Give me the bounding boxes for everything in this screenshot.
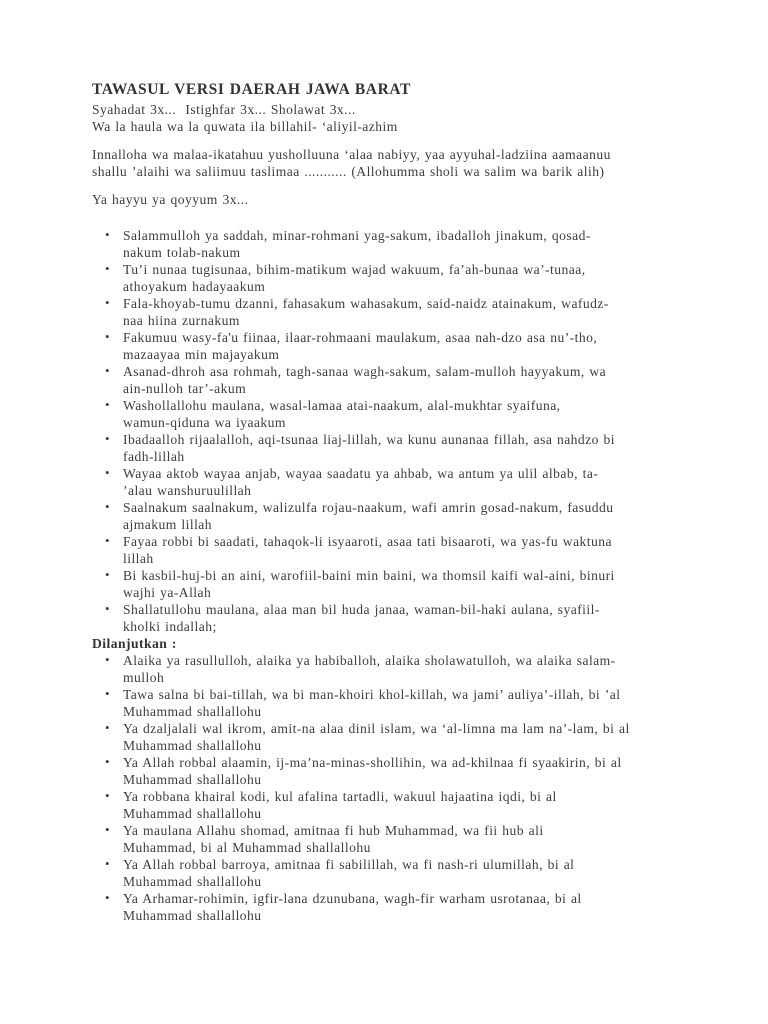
text-line: nakum tolab-nakum — [123, 245, 241, 260]
text-line: Muhammad shallallohu — [123, 908, 262, 923]
text-line: Muhammad shallallohu — [123, 704, 262, 719]
text-line: Wayaa aktob wayaa anjab, wayaa saadatu ya ahbab, wa antum ya ulil albab, ta- — [123, 466, 599, 481]
bullet-icon: • — [105, 686, 111, 701]
list-item-text — [123, 295, 698, 329]
list-item-text — [123, 601, 698, 635]
text-line: Muhammad shallallohu — [123, 874, 262, 889]
list-item-text — [123, 227, 698, 261]
text-line: Saalnakum saalnakum, walizulfa rojau-naakum, wafi amrin gosad-nakum, fasuddu — [123, 500, 614, 515]
list-item — [92, 652, 698, 686]
invocation-paragraph — [92, 191, 698, 208]
list-item — [92, 261, 698, 295]
bullet-icon: • — [105, 567, 111, 582]
list-item-text — [123, 431, 698, 465]
list-item-text — [123, 720, 698, 754]
list-item-text — [123, 465, 698, 499]
list-item-text — [123, 788, 698, 822]
list-item — [92, 720, 698, 754]
list-item — [92, 431, 698, 465]
text-line: Syahadat 3x... Istighfar 3x... Sholawat 3x... — [92, 102, 356, 117]
list-item-text — [123, 822, 698, 856]
document-title: TAWASUL VERSI DAERAH JAWA BARAT — [92, 81, 411, 98]
prayer-list-part2 — [92, 652, 698, 924]
text-line: Wa la haula wa la quwata ila billahil- ‘aliyil-azhim — [92, 119, 398, 134]
text-line: fadh-lillah — [123, 449, 185, 464]
text-line: athoyakum hadayaakum — [123, 279, 266, 294]
text-line: Fakumuu wasy-fa'u fiinaa, ilaar-rohmaani maulakum, asaa nah-dzo asa nu’-tho, — [123, 330, 598, 345]
text-line: Washollallohu maulana, wasal-lamaa atai-naakum, alal-mukhtar syaifuna, — [123, 398, 561, 413]
list-item-text — [123, 329, 698, 363]
text-line: shallu ’alaihi wa saliimuu taslimaa ........... (Allohumma sholi wa salim wa barik alih) — [92, 164, 605, 179]
list-item-text — [123, 397, 698, 431]
text-line: Ya robbana khairal kodi, kul afalina tartadli, wakuul hajaatina iqdi, bi al — [123, 789, 557, 804]
text-line: Innalloha wa malaa-ikatahuu yusholluuna ‘alaa nabiyy, yaa ayyuhal-ladziina aamaanuu — [92, 147, 611, 162]
list-item-text — [123, 890, 698, 924]
text-line: Ya Arhamar-rohimin, igfir-lana dzunubana, wagh-fir warham usrotanaa, bi al — [123, 891, 582, 906]
text-line: Ibadaalloh rijaalalloh, aqi-tsunaa liaj-lillah, wa kunu aunanaa fillah, asa nahdzo bi — [123, 432, 616, 447]
bullet-icon: • — [105, 363, 111, 378]
bullet-icon: • — [105, 822, 111, 837]
list-item-text — [123, 652, 698, 686]
text-line: Ya Allah robbal alaamin, ij-ma’na-minas-shollihin, wa ad-khilnaa fi syaakirin, bi al — [123, 755, 622, 770]
text-line: Ya dzaljalali wal ikrom, amit-na alaa dinil islam, wa ‘al-limna ma lam na’-lam, bi al — [123, 721, 630, 736]
list-item-text — [123, 261, 698, 295]
bullet-icon: • — [105, 261, 111, 276]
prayer-list-part1 — [92, 227, 698, 635]
text-line: wamun-qiduna wa iyaakum — [123, 415, 286, 430]
text-line: mazaayaa min majayakum — [123, 347, 280, 362]
text-line: ajmakum lillah — [123, 517, 213, 532]
list-item-text — [123, 686, 698, 720]
list-item — [92, 754, 698, 788]
bullet-icon: • — [105, 788, 111, 803]
text-line: Tu’i nunaa tugisunaa, bihim-matikum wajad wakuum, fa’ah-bunaa wa’-tunaa, — [123, 262, 586, 277]
bullet-icon: • — [105, 754, 111, 769]
list-item — [92, 295, 698, 329]
list-item — [92, 822, 698, 856]
list-item — [92, 567, 698, 601]
bullet-icon: • — [105, 499, 111, 514]
text-line: ain-nulloh tar’-akum — [123, 381, 247, 396]
text-line: Muhammad, bi al Muhammad shallallohu — [123, 840, 371, 855]
list-item-text — [123, 567, 698, 601]
bullet-icon: • — [105, 465, 111, 480]
bullet-icon: • — [105, 890, 111, 905]
text-line: naa hiina zurnakum — [123, 313, 240, 328]
list-item — [92, 788, 698, 822]
text-line: ’alau wanshuruulillah — [123, 483, 252, 498]
bullet-icon: • — [105, 601, 111, 616]
text-line: Ya Allah robbal barroya, amitnaa fi sabilillah, wa fi nash-ri ulumillah, bi al — [123, 857, 575, 872]
text-line: Fayaa robbi bi saadati, tahaqok-li isyaaroti, asaa tati bisaaroti, wa yas-fu waktuna — [123, 534, 613, 549]
text-line: Bi kasbil-huj-bi an aini, warofiil-baini min baini, wa thomsil kaifi wal-aini, binuri — [123, 568, 615, 583]
list-item — [92, 363, 698, 397]
text-line: Muhammad shallallohu — [123, 772, 262, 787]
bullet-icon: • — [105, 856, 111, 871]
bullet-icon: • — [105, 295, 111, 310]
text-line: Alaika ya rasullulloh, alaika ya habiballoh, alaika sholawatulloh, wa alaika salam- — [123, 653, 616, 668]
text-line: Ya hayyu ya qoyyum 3x... — [92, 192, 249, 207]
list-item — [92, 227, 698, 261]
text-line: Muhammad shallallohu — [123, 738, 262, 753]
text-line: mulloh — [123, 670, 165, 685]
bullet-icon: • — [105, 227, 111, 242]
bullet-icon: • — [105, 431, 111, 446]
text-line: Muhammad shallallohu — [123, 806, 262, 821]
list-item-text — [123, 363, 698, 397]
list-item — [92, 397, 698, 431]
text-line: Tawa salna bi bai-tillah, wa bi man-khoiri khol-killah, wa jami’ auliya’-illah, bi ’al — [123, 687, 621, 702]
bullet-icon: • — [105, 720, 111, 735]
list-item-text — [123, 856, 698, 890]
text-line: Fala-khoyab-tumu dzanni, fahasakum wahasakum, said-naidz atainakum, wafudz- — [123, 296, 609, 311]
list-item — [92, 465, 698, 499]
text-line: Ya maulana Allahu shomad, amitnaa fi hub Muhammad, wa fii hub ali — [123, 823, 544, 838]
intro-paragraph — [92, 101, 698, 135]
text-line: lillah — [123, 551, 154, 566]
list-item-text — [123, 533, 698, 567]
continuation-heading: Dilanjutkan : — [92, 636, 177, 651]
bullet-icon: • — [105, 533, 111, 548]
list-item-text — [123, 754, 698, 788]
list-item — [92, 329, 698, 363]
bullet-icon: • — [105, 329, 111, 344]
bullet-icon: • — [105, 652, 111, 667]
list-item — [92, 601, 698, 635]
list-item — [92, 533, 698, 567]
list-item — [92, 890, 698, 924]
text-line: Shallatullohu maulana, alaa man bil huda janaa, waman-bil-haki aulana, syafiil- — [123, 602, 600, 617]
list-item — [92, 686, 698, 720]
list-item — [92, 856, 698, 890]
text-line: Salammulloh ya saddah, minar-rohmani yag-sakum, ibadalloh jinakum, qosad- — [123, 228, 591, 243]
list-item-text — [123, 499, 698, 533]
list-item — [92, 499, 698, 533]
text-line: wajhi ya-Allah — [123, 585, 212, 600]
text-line: Asanad-dhroh asa rohmah, tagh-sanaa wagh-sakum, salam-mulloh hayyakum, wa — [123, 364, 607, 379]
text-line: kholki indallah; — [123, 619, 217, 634]
bullet-icon: • — [105, 397, 111, 412]
salutation-paragraph — [92, 146, 698, 180]
